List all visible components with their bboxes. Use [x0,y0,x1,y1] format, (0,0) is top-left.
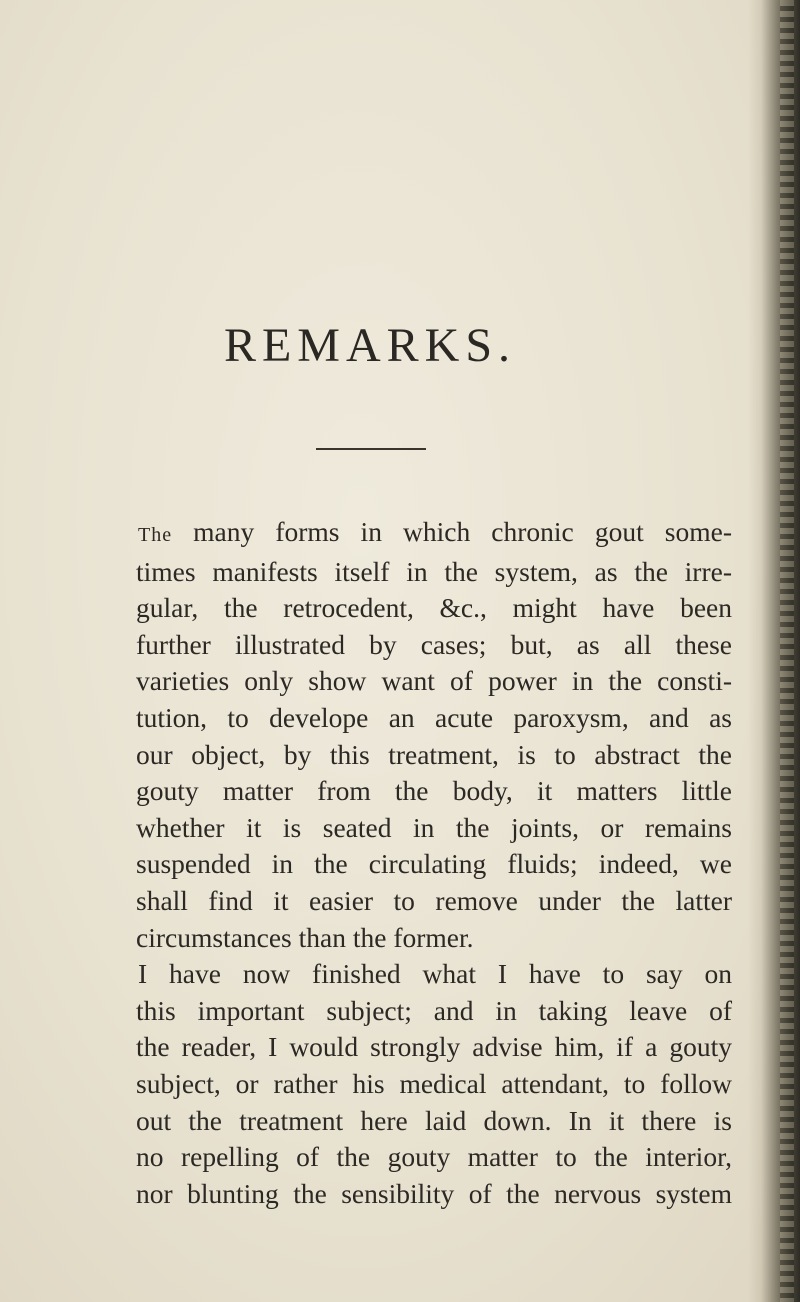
text-line: suspended in the circulating fluids; indeed, we [136,848,732,880]
text-line [136,514,732,554]
text-line: whether it is seated in the joints, or remains [136,811,732,843]
body-text [136,514,732,1212]
heading-rule [316,448,426,450]
small-caps-word: The [138,524,173,546]
text-line: our object, by this treatment, is to abstract the [136,738,732,770]
text-line: further illustrated by cases; but, as all these [136,628,732,660]
page-edge-texture [780,0,794,1302]
text-line: gular, the retrocedent, &c., might have been [136,592,732,624]
text-line: times manifests itself in the system, as the irre- [136,555,732,587]
text-line: I have now finished what I have to say on [138,958,732,990]
text-line: out the treatment here laid down. In it there is [136,1104,732,1136]
text-line: subject, or rather his medical attendant, to follow [136,1067,732,1099]
text-line: tution, to develope an acute paroxysm, and as [136,701,732,733]
text-line: shall find it easier to remove under the latter [136,884,732,916]
text-line-content: many forms in which chronic gout some- [172,516,732,547]
text-line: the reader, I would strongly advise him, if a gouty [136,1031,732,1063]
text-line: nor blunting the sensibility of the nervous system [136,1177,732,1209]
text-line: no repelling of the gouty matter to the interior, [136,1141,732,1173]
text-line: circumstances than the former. [136,921,474,953]
text-line: this important subject; and in taking leave of [136,994,732,1026]
text-line: varieties only show want of power in the consti- [136,665,732,697]
text-line: gouty matter from the body, it matters little [136,775,732,807]
section-heading: REMARKS. [223,319,517,372]
